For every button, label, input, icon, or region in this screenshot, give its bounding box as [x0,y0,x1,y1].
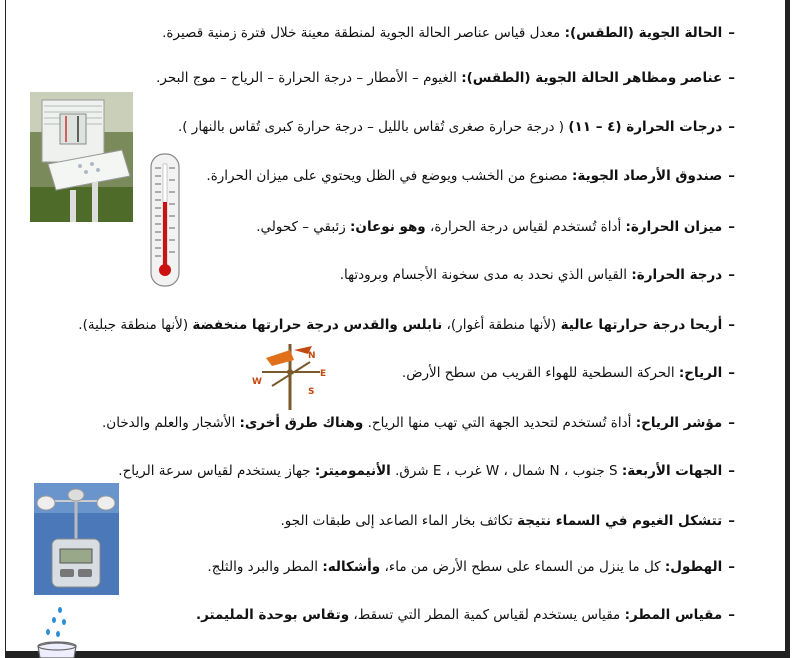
weather-vane-image [250,340,330,410]
vane-letter-n: N [308,351,316,361]
thermometer-image [145,152,185,290]
line-rain-gauge: –مقياس المطر: مقياس يستخدم لقياس كمية المطر التي تسقط، وتقاس بوحدة المليمتر. [195,607,735,623]
line-wind-indicator: –مؤشر الرياح: أداة تُستخدم لتحديد الجهة التي تهب منها الرياح. وهناك طرق أخرى: الأشجار والعلم والدخان. [102,415,735,431]
line-clouds: –تتشكل الغيوم في السماء نتيجة تكاثف بخار الماء الصاعد إلى طبقات الجو. [280,513,735,529]
line-directions: –الجهات الأربعة: S جنوب ، N شمال ، W غرب ، E شرق. الأنيموميتر: جهاز يستخدم لقياس سرعة الرياح. [118,463,735,479]
vane-letter-w: W [252,377,262,387]
line-wind: –الرياح: الحركة السطحية للهواء القريب من سطح الأرض. [401,365,735,381]
weather-station-box-image [30,92,133,222]
page-shadow-right [786,0,790,658]
rain-gauge-image [34,604,80,658]
line-temperatures: –درجات الحرارة (٤ – ١١) ( درجة حرارة صغرى تُقاس بالليل – درجة حرارة كبرى تُقاس بالنهار ). [177,119,735,135]
line-weather-definition: –الحالة الجوية (الطقس): معدل قياس عناصر الحالة الجوية لمنطقة معينة خلال فترة زمنية قصيرة. [162,25,735,41]
page-shadow-bottom [5,652,790,658]
line-weather-box: –صندوق الأرصاد الجوية: مصنوع من الخشب ويوضع في الظل ويحتوي على ميزان الحرارة. [206,168,735,184]
line-jericho: –أريحا درجة حرارتها عالية (لأنها منطقة أغوار)، نابلس والقدس درجة حرارتها منخفضة (لأنها منطقة جبلية). [78,317,735,333]
line-weather-elements: –عناصر ومظاهر الحالة الجوية (الطقس): الغيوم – الأمطار – درجة الحرارة – الرياح – موج البحر. [156,70,735,86]
vane-letter-e: E [320,369,327,379]
line-temperature: –درجة الحرارة: القياس الذي نحدد به مدى سخونة الأجسام وبرودتها. [339,267,735,283]
anemometer-image [34,483,119,595]
vane-letter-s: S [308,387,315,397]
line-precipitation: –الهطول: كل ما ينزل من السماء على سطح الأرض من ماء، وأشكاله: المطر والبرد والثلج. [207,559,735,575]
line-thermometer: –ميزان الحرارة: أداة تُستخدم لقياس درجة الحرارة، وهو نوعان: زئبقي – كحولي. [256,219,735,235]
